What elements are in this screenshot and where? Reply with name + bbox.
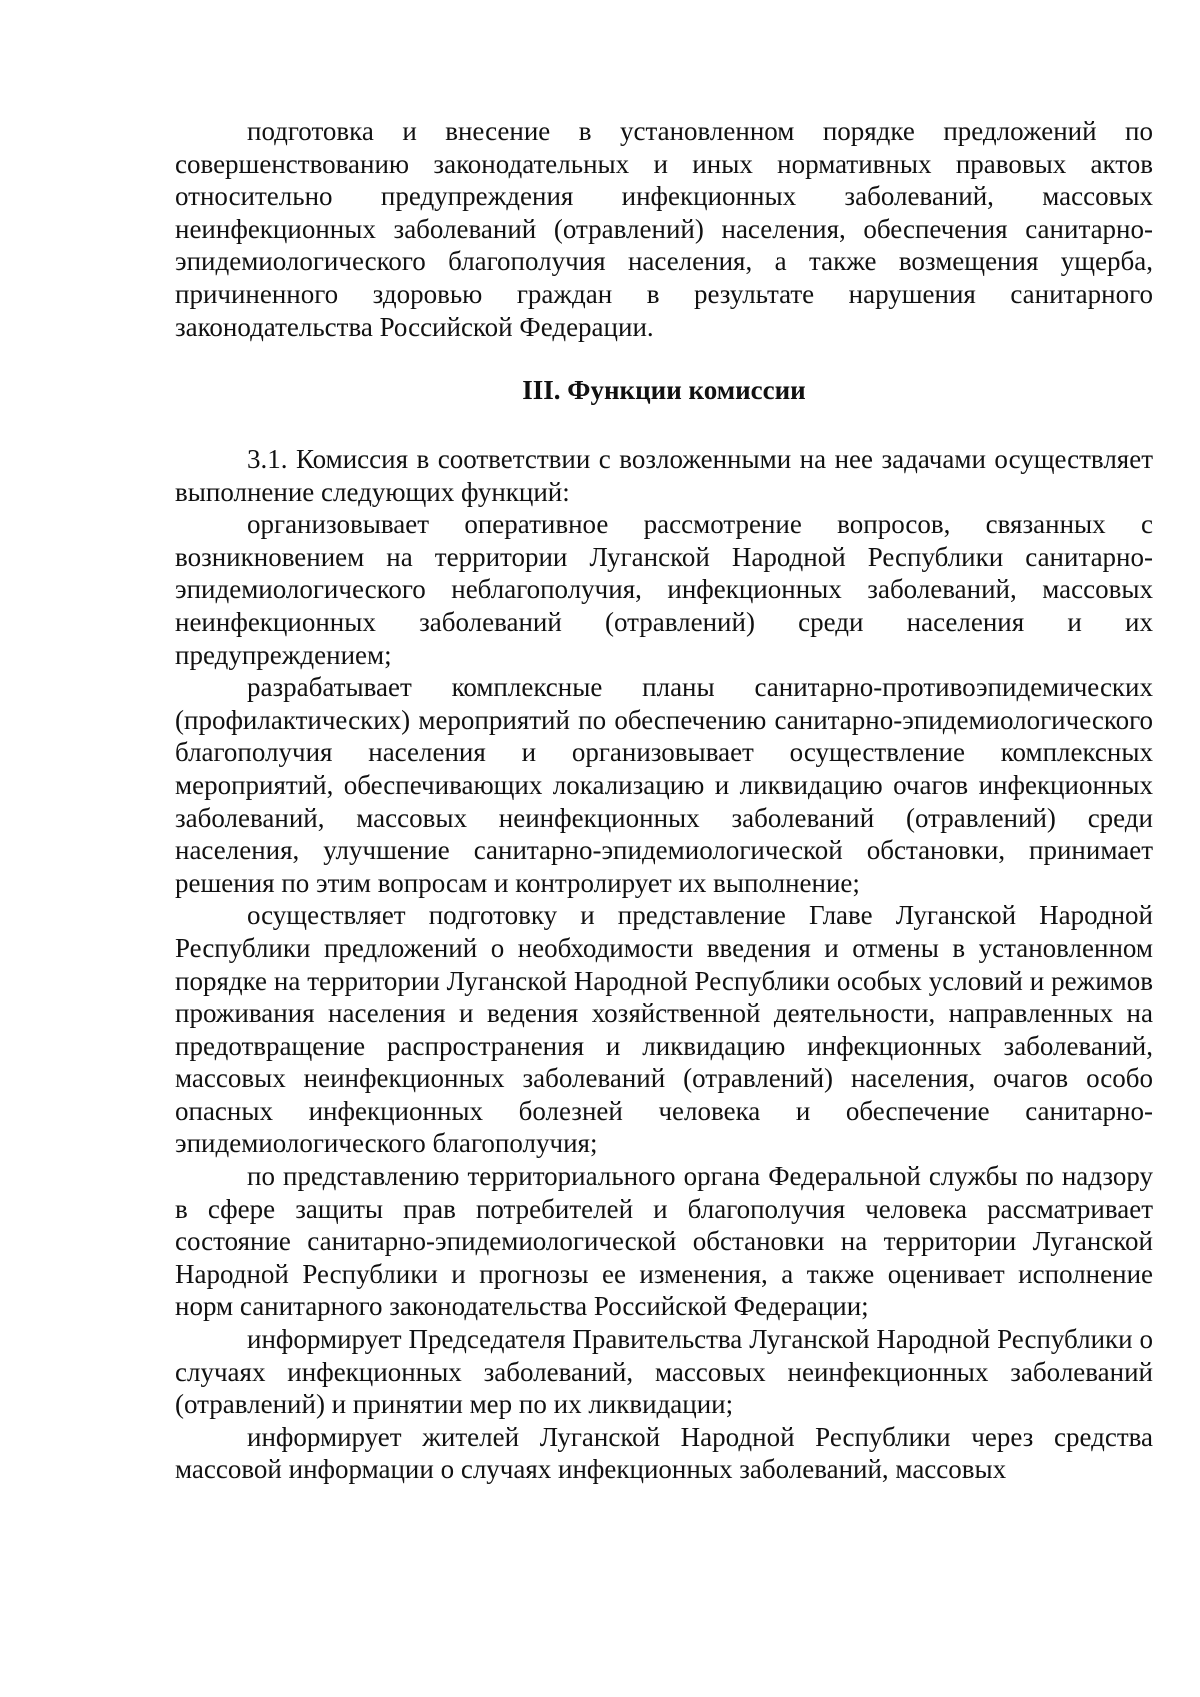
paragraph-informs-chairman: информирует Председателя Правительства Луганской Народной Республики о случаях инфекционных заболеваний, массовых неинфекционных заболеваний (отравлений) и принятии мер по их ликвидации;: [175, 1324, 1153, 1420]
section-heading: III. Функции комиссии: [522, 375, 806, 405]
paragraph-prepares-proposals: осуществляет подготовку и представление Главе Луганской Народной Республики предложений о необходимости введения и отмены в установленном порядке на территории Луганской Народной Республики особых условий и режимов проживания населения и ведения хозяйственной деятельности, направленных на предотвращение распространения и ликвидацию инфекционных заболеваний, массовых неинфекционных заболеваний (отравлений) населения, очагов особо опасных инфекционных болезней человека и обеспечение санитарно-эпидемиологического благополучия;: [175, 900, 1153, 1159]
paragraph-develops-plans: разрабатывает комплексные планы санитарно-противоэпидемических (профилактических) мероприятий по обеспечению санитарно-эпидемиологического благополучия населения и организовывает осуществление комплексных мероприятий, обеспечивающих локализацию и ликвидацию очагов инфекционных заболеваний, массовых неинфекционных заболеваний (отравлений) среди населения, улучшение санитарно-эпидемиологической обстановки, принимает решения по этим вопросам и контролирует их выполнение;: [175, 672, 1153, 898]
paragraph-3-1: 3.1. Комиссия в соответствии с возложенными на нее задачами осуществляет выполнение следующих функций:: [175, 444, 1153, 507]
main-text-block: [175, 443, 1153, 1486]
paragraph-organizes: организовывает оперативное рассмотрение вопросов, связанных с возникновением на территории Луганской Народной Республики санитарно-эпидемиологического неблагополучия, инфекционных заболеваний, массовых неинфекционных заболеваний (отравлений) среди населения и их предупреждением;: [175, 509, 1153, 670]
paragraph-proposals: подготовка и внесение в установленном порядке предложений по совершенствованию законодательных и иных нормативных правовых актов относительно предупреждения инфекционных заболеваний, массовых неинфекционных заболеваний (отравлений) населения, обеспечения санитарно-эпидемиологического благополучия населения, а также возмещения ущерба, причиненного здоровью граждан в результате нарушения санитарного законодательства Российской Федерации.: [175, 116, 1153, 342]
paragraph-informs-residents: информирует жителей Луганской Народной Республики через средства массовой информации о случаях инфекционных заболеваний, массовых: [175, 1421, 1153, 1485]
top-text-block: [175, 115, 1153, 343]
paragraph-reviews-situation: по представлению территориального органа Федеральной службы по надзору в сфере защиты прав потребителей и благополучия человека рассматривает состояние санитарно-эпидемиологической обстановки на территории Луганской Народной Республики и прогнозы ее изменения, а также оценивает исполнение норм санитарного законодательства Российской Федерации;: [175, 1161, 1153, 1322]
